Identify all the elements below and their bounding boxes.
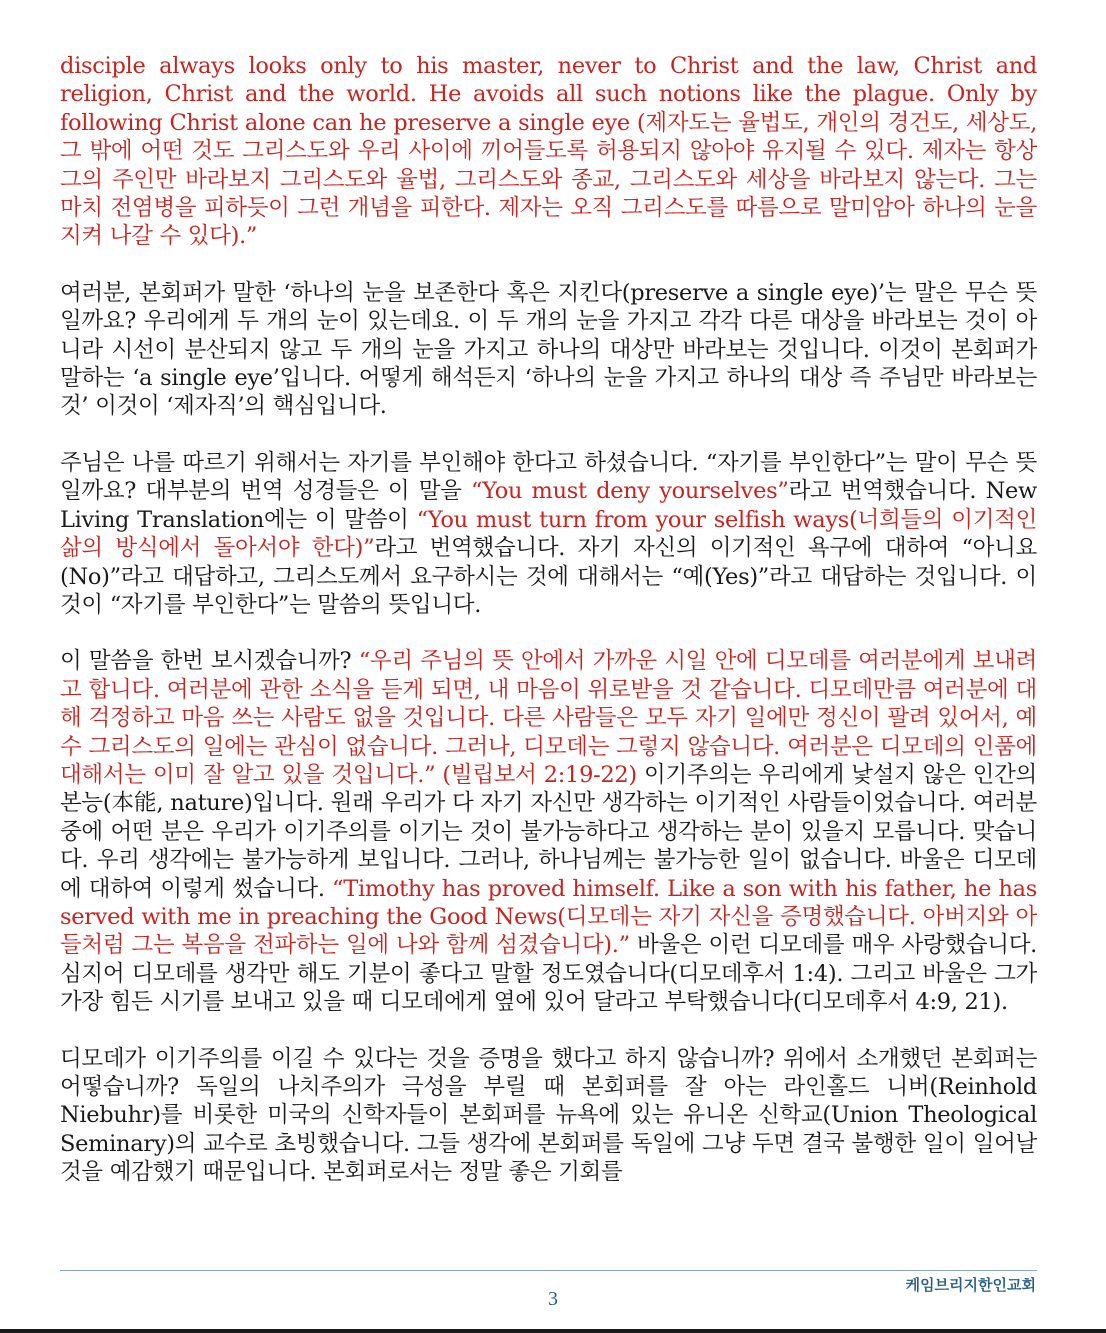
body-text: 주님은 나를 따르기 위해서는 자기를 부인해야 한다고 하셨습니다. “자기를 부인한다”는 말이 무슨 뜻일까요? 대부분의 번역 성경들은 이 말을 xyxy=(60,449,1037,505)
page-number: 3 xyxy=(548,1288,558,1310)
paragraph xyxy=(60,52,1037,251)
body-text: 이기주의는 우리에게 낯설지 않은 인간의 본능(本能, nature)입니다. 원래 우리가 다 자기 자신만 생각하는 이기적인 사람들이었습니다. 여러분 중에 어떤 분은 우리가 이기주의를 이기는 것이 불가능하다고 생각하는 분이 있을지 모릅니다. 맞습니다. 우리 생각에는 불가능하게 보입니다. 그러나, 하나님께는 불가능한 일이 없습니다. 바울은 디모데에 대하여 이렇게 썼습니다. xyxy=(60,761,1037,902)
church-name: 케임브리지한인교회 xyxy=(905,1276,1036,1294)
scripture-quote: “You must turn from your selfish ways(너희들의 이기적인 삶의 방식에서 돌아서야 한다)” xyxy=(60,506,1037,562)
scripture-quote: “우리 주님의 뜻 안에서 가까운 시일 안에 디모데를 여러분에게 보내려고 합니다. 여러분에 관한 소식을 듣게 되면, 내 마음이 위로받을 것 같습니다. 디모데만큼 여러분에 대해 걱정하고 마음 쓰는 사람도 없을 것입니다. 다른 사람들은 모두 자기 일에만 정신이 팔려 있어서, 예수 그리스도의 일에는 관심이 없습니다. 그러나, 디모데는 그렇지 않습니다. 여러분은 디모데의 인품에 대해서는 이미 잘 알고 있을 것입니다.” (빌립보서 2:19-22) xyxy=(60,648,1037,788)
body-text: 여러분, 본회퍼가 말한 ‘하나의 눈을 보존한다 혹은 지킨다(preserve a single eye)’는 말은 무슨 뜻일까요? 우리에게 두 개의 눈이 있는데요. 이 두 개의 눈을 가지고 각각 다른 대상을 바라보는 것이 아니라 시선이 분산되지 않고 두 개의 눈을 가지고 하나의 대상만 바라보는 것입니다. 이것이 본회퍼가 말하는 ‘a single eye’입니다. 어떻게 해석든지 ‘하나의 눈을 가지고 하나의 대상 즉 주님만 바라보는 것’ 이것이 ‘제자직’의 핵심입니다. xyxy=(60,279,1037,420)
body-text: 디모데가 이기주의를 이길 수 있다는 것을 증명을 했다고 하지 않습니까? 위에서 소개했던 본회퍼는 어떻습니까? 독일의 나치주의가 극성을 부릴 때 본회퍼를 잘 아는 라인홀드 니버(Reinhold Niebuhr)를 비롯한 미국의 신학자들이 본회퍼를 뉴욕에 있는 유니온 신학교(Union Theological Seminary)의 교수로 초빙했습니다. 그들 생각에 본회퍼를 독일에 그냥 두면 결국 불행한 일이 일어날 것을 예감했기 때문입니다. 본회퍼로서는 정말 좋은 기회를 xyxy=(60,1045,1037,1186)
bottom-border xyxy=(0,1329,1106,1333)
body-text: 바울은 이런 디모데를 매우 사랑했습니다. 심지어 디모데를 생각만 해도 기분이 좋다고 말할 정도였습니다(디모데후서 1:4). 그리고 바울은 그가 가장 힘든 시기를 보내고 있을 때 디모데에게 옆에 있어 달라고 부탁했습니다(디모데후서 4:9, 21). xyxy=(60,932,1037,1016)
footer-divider xyxy=(60,1270,1037,1271)
body-text: 라고 번역했습니다. New Living Translation에는 이 말씀이 xyxy=(60,478,1037,533)
body-text: 이 말씀을 한번 보시겠습니까? xyxy=(60,648,359,675)
scripture-quote: “You must deny yourselves” xyxy=(470,478,789,505)
paragraph xyxy=(60,449,1037,619)
body-text: 라고 번역했습니다. 자기 자신의 이기적인 욕구에 대하여 “아니요(No)”라고 대답하고, 그리스도께서 요구하시는 것에 대해서는 “예(Yes)”라고 대답하는 것입니다. 이것이 “자기를 부인한다”는 말씀의 뜻입니다. xyxy=(60,535,1037,618)
paragraph xyxy=(60,1045,1037,1187)
paragraph xyxy=(60,647,1037,1016)
paragraph xyxy=(60,279,1037,421)
scripture-quote: disciple always looks only to his master, never to Christ and the law, Christ and religion, Christ and the world. He avoids all such notions like the plague. Only by following Christ alone can he preserve a single eye (제자도는 율법도, 개인의 경건도, 세상도, 그 밖에 어떤 것도 그리스도와 우리 사이에 끼어들도록 허용되지 않아야 유지될 수 있다. 제자는 항상 그의 주인만 바라보지 그리스도와 율법, 그리스도와 종교, 그리스도와 세상을 바라보지 않는다. 그는 마치 전염병을 피하듯이 그런 개념을 피한다. 제자는 오직 그리스도를 따름으로 말미암아 하나의 눈을 지켜 나갈 수 있다).” xyxy=(60,53,1037,250)
scripture-quote: “Timothy has proved himself. Like a son with his father, he has served with me in preaching the Good News(디모데는 자기 자신을 증명했습니다. 아버지와 아들처럼 그는 복음을 전파하는 일에 나와 함께 섬겼습니다).” xyxy=(60,875,1038,959)
document-body xyxy=(60,52,1037,1215)
